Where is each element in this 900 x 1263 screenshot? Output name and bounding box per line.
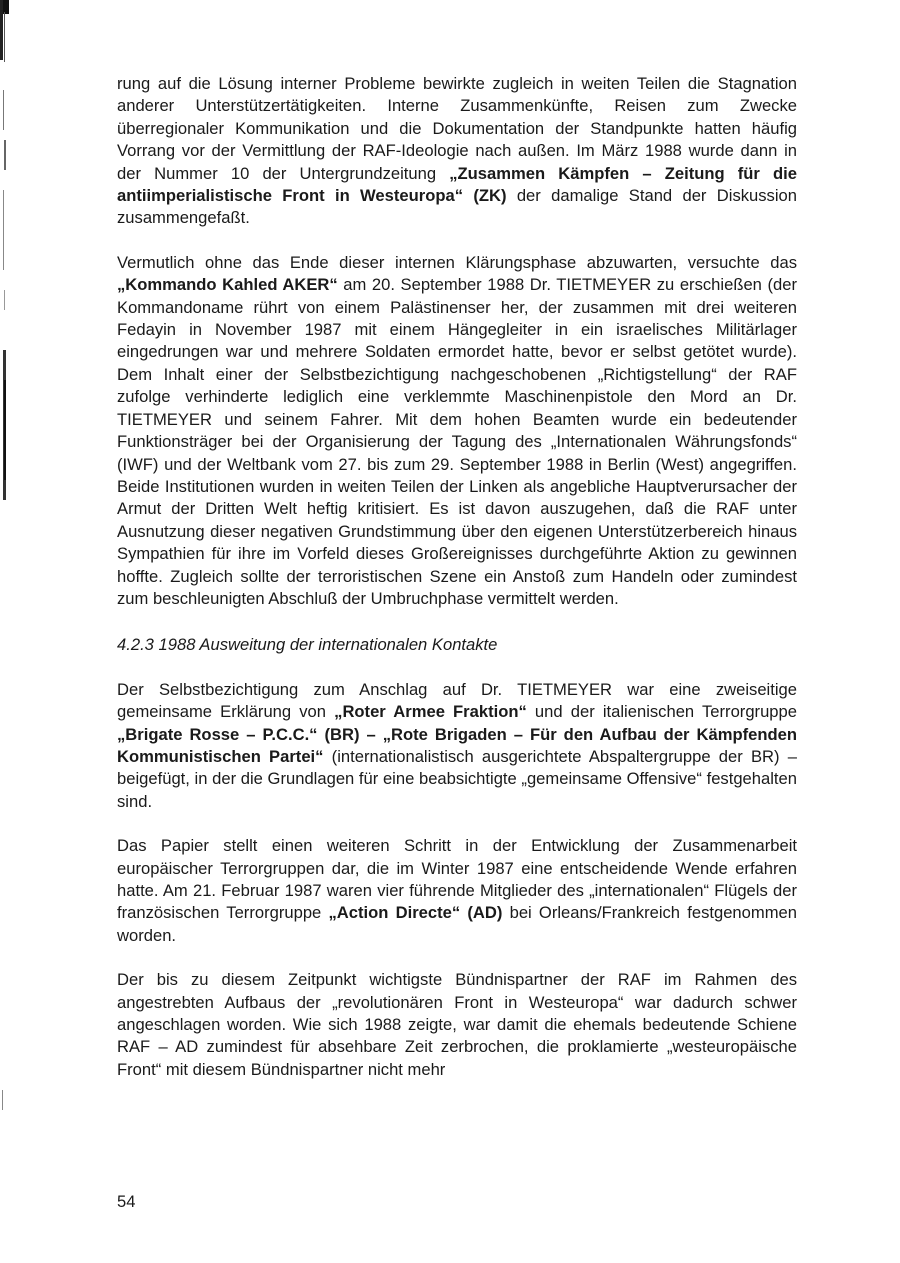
- group-name-br: „Brigate Rosse – P.C.C.“ (BR) – „Rote Brigaden – Für den Aufbau der Kämpfenden Kommunistischen Partei“: [117, 724, 797, 766]
- document-page: [117, 73, 797, 1103]
- paragraph-3: Der Selbstbezichtigung zum Anschlag auf Dr. TIETMEYER war eine zweiseitige gemeinsame Erklärung von „Roter Armee Fraktion“ und der italienischen Terrorgruppe „Brigate Rosse – P.C.C.“ (BR) – „Rote Brigaden – Für den Aufbau der Kämpfenden Kommunistischen Partei“ (internationalistisch ausgerichtete Abspaltergruppe der BR) – beigefügt, in der die Grundlagen für eine beabsichtigte „gemeinsame Offensive“ festgehalten sind.: [117, 679, 797, 811]
- group-name-ad: „Action Directe“ (AD): [328, 903, 503, 923]
- page-number: 54: [117, 1192, 136, 1211]
- paragraph-5: Der bis zu diesem Zeitpunkt wichtigste Bündnispartner der RAF im Rahmen des angestrebten Aufbaus der „revolutionären Front in Westeuropa“ war dadurch schwer angeschlagen worden. Wie sich 1988 zeigte, war damit die ehemals bedeutende Schiene RAF – AD zumindest für absehbare Zeit zerbrochen, die proklamierte „westeuropäische Front“ mit diesem Bündnispartner nicht mehr: [117, 970, 797, 1079]
- publication-title: „Zusammen Kämpfen – Zeitung für die antiimperialistische Front in Westeuropa“ (ZK): [117, 163, 797, 206]
- section-heading: 4.2.3 1988 Ausweitung der internationalen Kontakte: [117, 635, 498, 655]
- paragraph-1: rung auf die Lösung interner Probleme bewirkte zugleich in weiten Teilen die Stagnation anderer Unterstützertätigkeiten. Interne Zusammenkünfte, Reisen zum Zwecke überregionaler Kommunikation und die Dokumentation der Standpunkte hatten häufig Vorrang vor der Vermittlung der RAF-Ideologie nach außen. Im März 1988 wurde dann in der Nummer 10 der Untergrundzeitung „Zusammen Kämpfen – Zeitung für die antiimperialistische Front in Westeuropa“ (ZK) der damalige Stand der Diskussion zusammengefaßt.: [117, 74, 798, 228]
- group-name-raf: „Roter Armee Fraktion“: [334, 702, 527, 722]
- commando-name: „Kommando Kahled AKER“: [117, 275, 338, 295]
- paragraph-2: Vermutlich ohne das Ende dieser internen Klärungsphase abzuwarten, versuchte das „Kommando Kahled AKER“ am 20. September 1988 Dr. TIETMEYER zu erschießen (der Kommandoname rührt von einem Palästinenser her, der zusammen mit drei weiteren Fedayin in November 1987 mit einem Hängegleiter in ein israelisches Militärlager eingedrungen war und mehrere Soldaten ermordet hatte, bevor er selbst getötet wurde). Dem Inhalt einer der Selbstbezichtigung nachgeschobenen „Richtigstellung“ der RAF zufolge verhinderte lediglich eine verklemmte Maschinenpistole den Mord an Dr. TIETMEYER und seinem Fahrer. Mit dem hohen Beamten wurde ein bedeutender Funktionsträger bei der Organisierung der Tagung des „Internationalen Währungsfonds“ (IWF) und der Weltbank vom 27. bis zum 29. September 1988 in Berlin (West) angegriffen. Beide Institutionen wurden in weiten Teilen der Linken als angebliche Hauptverursacher der Armut der Dritten Welt heftig kritisiert. Es ist davon auszugehen, daß die RAF unter Ausnutzung dieser negativen Grundstimmung über den eigenen Unterstützerbereich hinaus Sympathien für ihre im Vorfeld dieses Großereignisses durchgeführte Aktion zu gewinnen hoffte. Zugleich sollte der terroristischen Szene ein Anstoß zum Handeln oder zumindest zum beschleunigten Abschluß der Umbruchphase vermittelt werden.: [117, 252, 797, 608]
- scan-edge-artifact: [0, 0, 40, 1263]
- paragraph-4: Das Papier stellt einen weiteren Schritt in der Entwicklung der Zusammenarbeit europäischer Terrorgruppen dar, die im Winter 1987 eine entscheidende Wende erfahren hatte. Am 21. Februar 1987 waren vier führende Mitglieder des „internationalen“ Flügels der französischen Terrorgruppe „Action Directe“ (AD) bei Orleans/Frankreich festgenommen worden.: [117, 836, 797, 945]
